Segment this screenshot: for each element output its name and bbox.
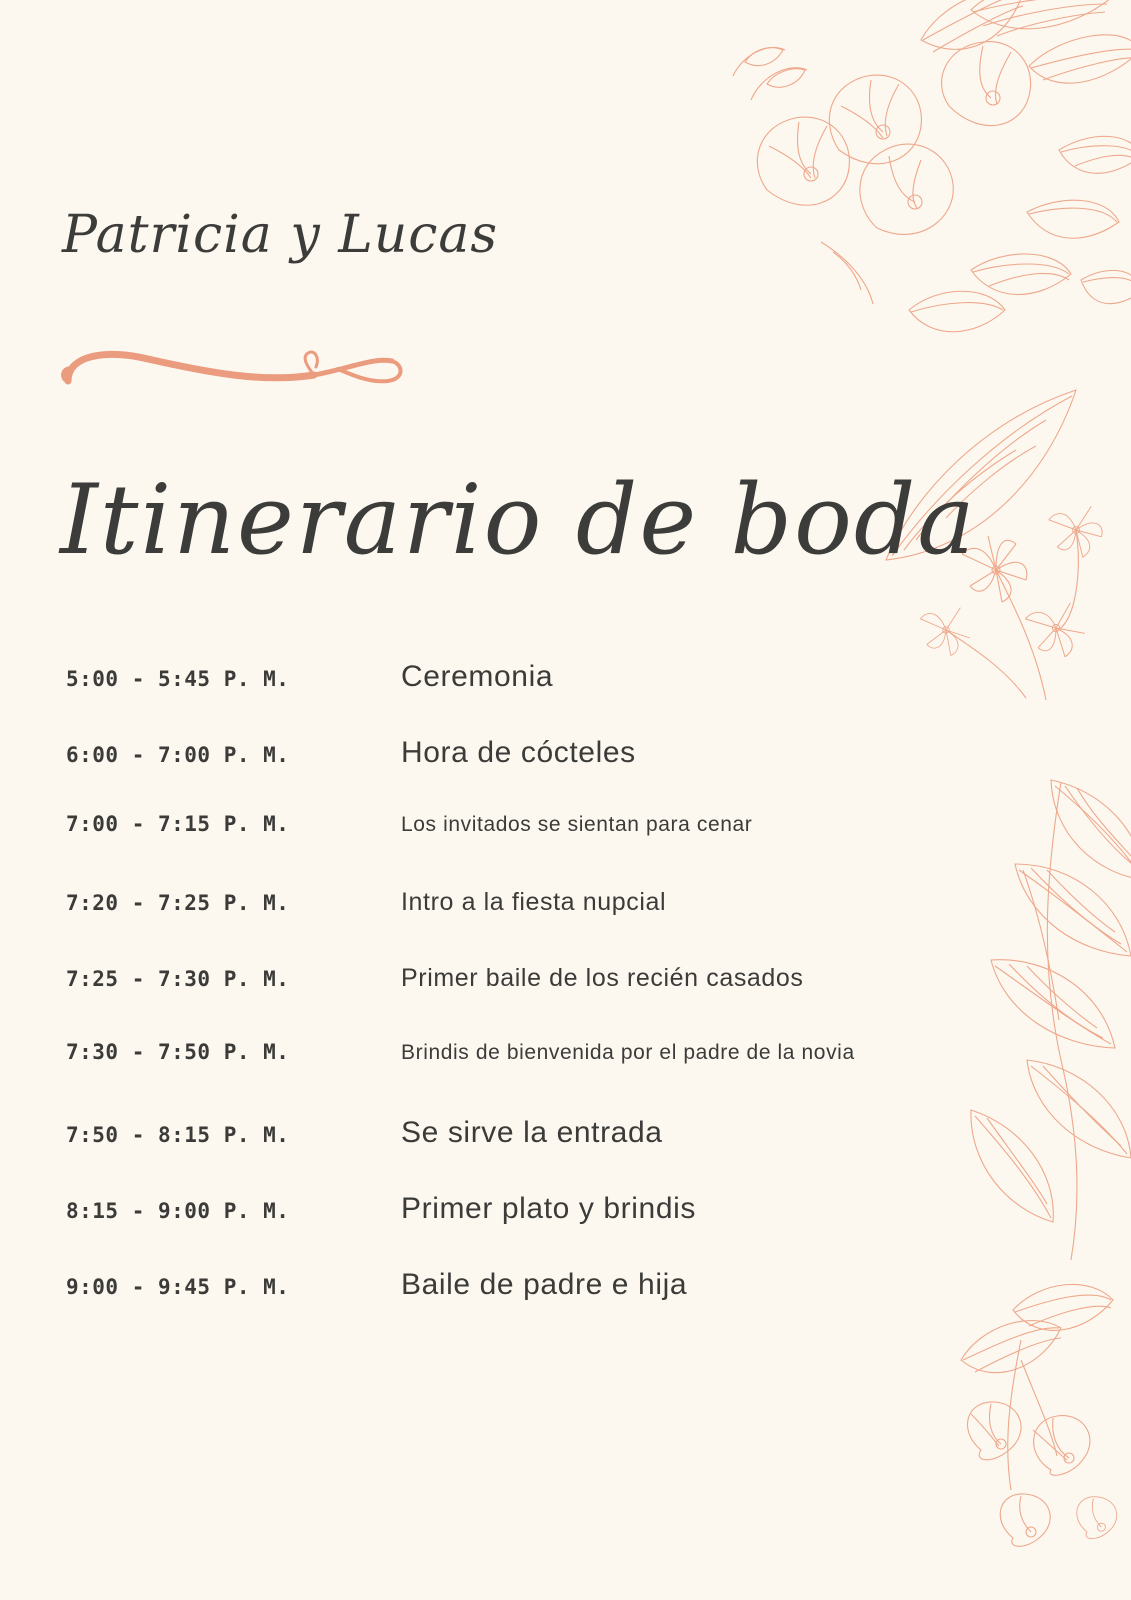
floral-leaves-illustration <box>931 760 1131 1280</box>
schedule-row <box>66 812 946 858</box>
schedule-time: 6:00 - 7:00 P. M. <box>66 743 290 767</box>
schedule-row <box>66 964 946 1010</box>
page-title: Itinerario de boda <box>60 464 977 576</box>
schedule-row <box>66 888 946 934</box>
schedule-event: Primer baile de los recién casados <box>401 964 804 992</box>
flourish-divider-ornament <box>52 335 412 405</box>
schedule-row <box>66 1268 946 1314</box>
schedule-event: Ceremonia <box>401 660 554 693</box>
schedule-time: 7:50 - 8:15 P. M. <box>66 1123 290 1147</box>
schedule-time: 9:00 - 9:45 P. M. <box>66 1275 290 1299</box>
schedule-time: 7:30 - 7:50 P. M. <box>66 1040 290 1064</box>
schedule-event: Primer plato y brindis <box>401 1192 696 1225</box>
schedule-time: 7:25 - 7:30 P. M. <box>66 967 290 991</box>
schedule-event: Los invitados se sientan para cenar <box>401 813 753 836</box>
schedule-row <box>66 1192 946 1238</box>
schedule-event: Brindis de bienvenida por el padre de la novia <box>401 1041 855 1064</box>
schedule-row <box>66 660 946 706</box>
floral-bouquet-illustration <box>671 0 1131 400</box>
couple-names: Patricia y Lucas <box>62 205 499 265</box>
floral-blossom-illustration <box>921 1270 1121 1570</box>
schedule-event: Baile de padre e hija <box>401 1268 688 1301</box>
itinerary-schedule <box>66 660 946 1344</box>
schedule-time: 8:15 - 9:00 P. M. <box>66 1199 290 1223</box>
schedule-time: 7:20 - 7:25 P. M. <box>66 891 290 915</box>
schedule-time: 5:00 - 5:45 P. M. <box>66 667 290 691</box>
schedule-event: Hora de cócteles <box>401 736 636 769</box>
schedule-event: Intro a la fiesta nupcial <box>401 888 667 916</box>
schedule-time: 7:00 - 7:15 P. M. <box>66 812 290 836</box>
schedule-row <box>66 1116 946 1162</box>
schedule-event: Se sirve la entrada <box>401 1116 663 1149</box>
schedule-row <box>66 736 946 782</box>
schedule-row <box>66 1040 946 1086</box>
